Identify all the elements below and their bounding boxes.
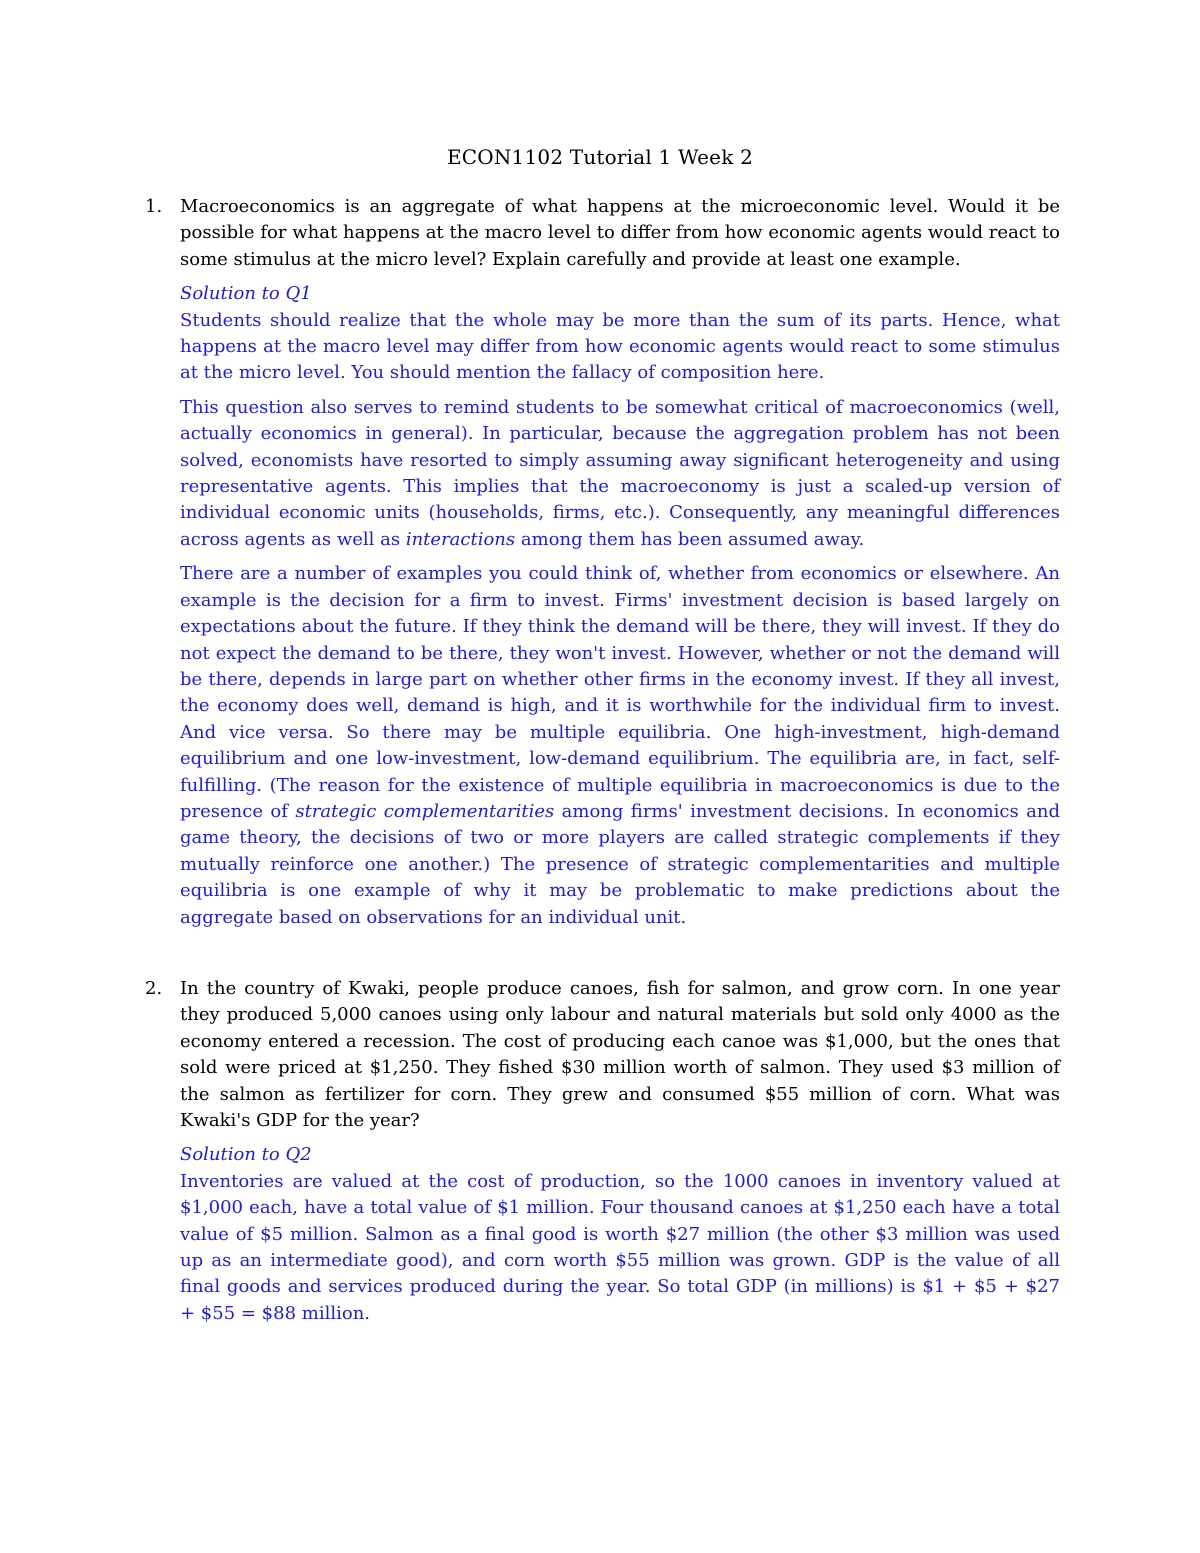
solution-paragraph (180, 395, 1060, 553)
question-text: Macroeconomics is an aggregate of what happens at the microeconomic level. Would it be possible for what happens at the macro level to differ from how economic agents would react to some stimulus at the micro level? Explain carefully and provide at least one example. (180, 196, 1060, 270)
emphasized-term: strategic complementarities (295, 800, 555, 822)
solution-text: There are a number of examples you could think of, whether from economics or elsewhere. An example is the decision for a firm to invest. Firms' investment decision is based largely on expectations about the future. If they think the demand will be there, they will invest. If they do not expect the demand to be there, they won't invest. However, whether or not the demand will be there, depends in large part on whether other firms in the economy invest. If they all invest, the economy does well, demand is high, and it is worthwhile for the individual firm to invest. And vice versa. So there may be multiple equilibria. One high-investment, high-demand equilibrium and one low-investment, low-demand equilibrium. The equilibria are, in fact, self-fulfilling. (The reason for the existence of multiple equilibria in macroeconomics is due to the presence of (180, 563, 1060, 822)
question-text: In the country of Kwaki, people produce canoes, fish for salmon, and grow corn. In one year they produced 5,000 canoes using only labour and natural materials but sold only 4000 as the economy entered a recession. The cost of producing each canoe was $1,000, but the ones that sold were priced at $1,250. They fished $30 million worth of salmon. They used $3 million of the salmon as fertilizer for corn. They grew and consumed $55 million of corn. What was Kwaki's GDP for the year? (180, 978, 1060, 1132)
question-1 (145, 194, 1060, 931)
question-number: 1. (145, 196, 163, 217)
emphasized-term: interactions (405, 528, 516, 550)
solution-text: This question also serves to remind students to be somewhat critical of macroeconomics (well, actually economics in general). In particular, because the aggregation problem has not been solved, economists have resorted to simply assuming away significant heterogeneity and using representative agents. This implies that the macroeconomy is just a scaled-up version of individual economic units (households, firms, etc.). Consequently, any meaningful differences across agents as well as (180, 396, 1060, 550)
question-body (180, 194, 1060, 931)
question-2 (145, 976, 1060, 1327)
question-number: 2. (145, 978, 163, 999)
solution-text: among firms' investment decisions. In economics and game theory, the decisions of two or more players are called strategic complements if they mutually reinforce one another.) The presence of strategic complementarities and multiple equilibria is one example of why it may be problematic to make predictions about the aggregate based on observations for an individual unit. (180, 800, 1061, 928)
document-title: ECON1102 Tutorial 1 Week 2 (446, 145, 754, 169)
solution-heading: Solution to Q1 (180, 283, 312, 305)
question-body (180, 976, 1060, 1327)
solution-text: among them has been assumed away. (515, 528, 865, 550)
solution-heading: Solution to Q2 (180, 1144, 312, 1166)
solution-paragraph: Students should realize that the whole may be more than the sum of its parts. Hence, what happens at the macro level may differ from how economic agents would react to some stimulus at the micro level. You should mention the fallacy of composition here. (180, 309, 1060, 384)
solution-paragraph (180, 561, 1060, 931)
solution-paragraph: Inventories are valued at the cost of production, so the 1000 canoes in inventory valued at $1,000 each, have a total value of $1 million. Four thousand canoes at $1,250 each have a total value of $5 million. Salmon as a final good is worth $27 million (the other $3 million was used up as an intermediate good), and corn worth $55 million was grown. GDP is the value of all final goods and services produced during the year. So total GDP (in millions) is $1 + $5 + $27 + $55 = $88 million. (180, 1170, 1060, 1324)
